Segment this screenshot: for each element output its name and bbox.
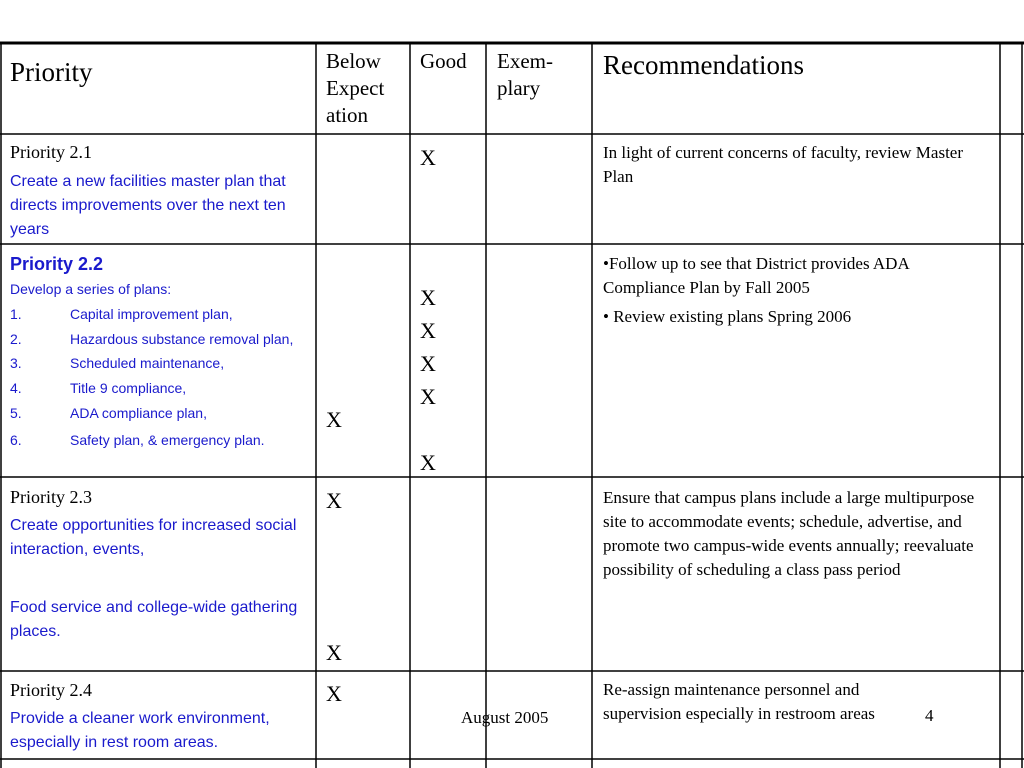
row-2-2-title: Priority 2.2 [10,254,104,274]
row-2-2-item-text: Scheduled maintenance, [70,355,225,371]
row-2-2-item-num: 4. [10,380,22,396]
footer-date: August 2005 [461,708,549,727]
row-2-2-good-mark: X [420,450,436,475]
header-recommendations: Recommendations [603,50,804,80]
row-2-3-title: Priority 2.3 [10,487,93,507]
row-2-2-recommendation-1: •Follow up to see that District provides ADA Compliance Plan by Fall 2005 [603,254,909,297]
row-2-2-item-num: 2. [10,331,22,347]
row-2-3-recommendation: Ensure that campus plans include a large multipurpose site to accommodate events; schedule, advertise, and promote two campus-wide events annually; reevaluate possibility of scheduling a class pass period [603,488,975,579]
header-exemplary: Exem- plary [497,49,553,100]
row-2-1-description: Create a new facilities master plan that directs improvements over the next ten years [10,173,286,238]
row-2-2-item-num: 1. [10,306,22,322]
row-2-2-item-num: 6. [10,432,22,448]
page-number: 4 [925,706,934,725]
row-2-4-description: Provide a cleaner work environment, especially in rest room areas. [10,710,270,751]
row-2-2-item-num: 5. [10,405,22,421]
row-2-2-item-num: 3. [10,355,22,371]
row-2-2-recommendation-2: • Review existing plans Spring 2006 [603,307,852,326]
row-2-3-description-1: Create opportunities for increased social interaction, events, [10,517,297,558]
row-2-2-item-text: Capital improvement plan, [70,306,233,322]
row-2-3-below-mark: X [326,640,342,665]
header-good: Good [420,49,467,73]
row-2-4-title: Priority 2.4 [10,680,93,700]
row-2-1-title: Priority 2.1 [10,142,93,162]
row-2-4-below-mark: X [326,681,342,706]
row-2-2-good-mark: X [420,351,436,376]
row-2-3-description-2: Food service and college-wide gathering places. [10,599,298,640]
row-2-1-recommendation: In light of current concerns of faculty, review Master Plan [603,143,964,186]
row-2-2-good-mark: X [420,318,436,343]
row-2-2-item-text: Title 9 compliance, [70,380,187,396]
row-2-3-below-mark: X [326,488,342,513]
row-2-2-good-mark: X [420,285,436,310]
header-priority: Priority [10,57,93,87]
row-2-2-good-mark: X [420,384,436,409]
row-2-1-good-mark: X [420,145,436,170]
row-2-2-item-text: Safety plan, & emergency plan. [70,432,265,448]
row-2-4-recommendation: Re-assign maintenance personnel and supervision especially in restroom areas [603,680,875,723]
row-2-2-intro: Develop a series of plans: [10,281,172,297]
row-2-2-item-text: ADA compliance plan, [70,405,207,421]
row-2-2-item-text: Hazardous substance removal plan, [70,331,294,347]
header-below-expectation: Below Expect ation [326,49,385,127]
row-2-2-below-mark: X [326,407,342,432]
